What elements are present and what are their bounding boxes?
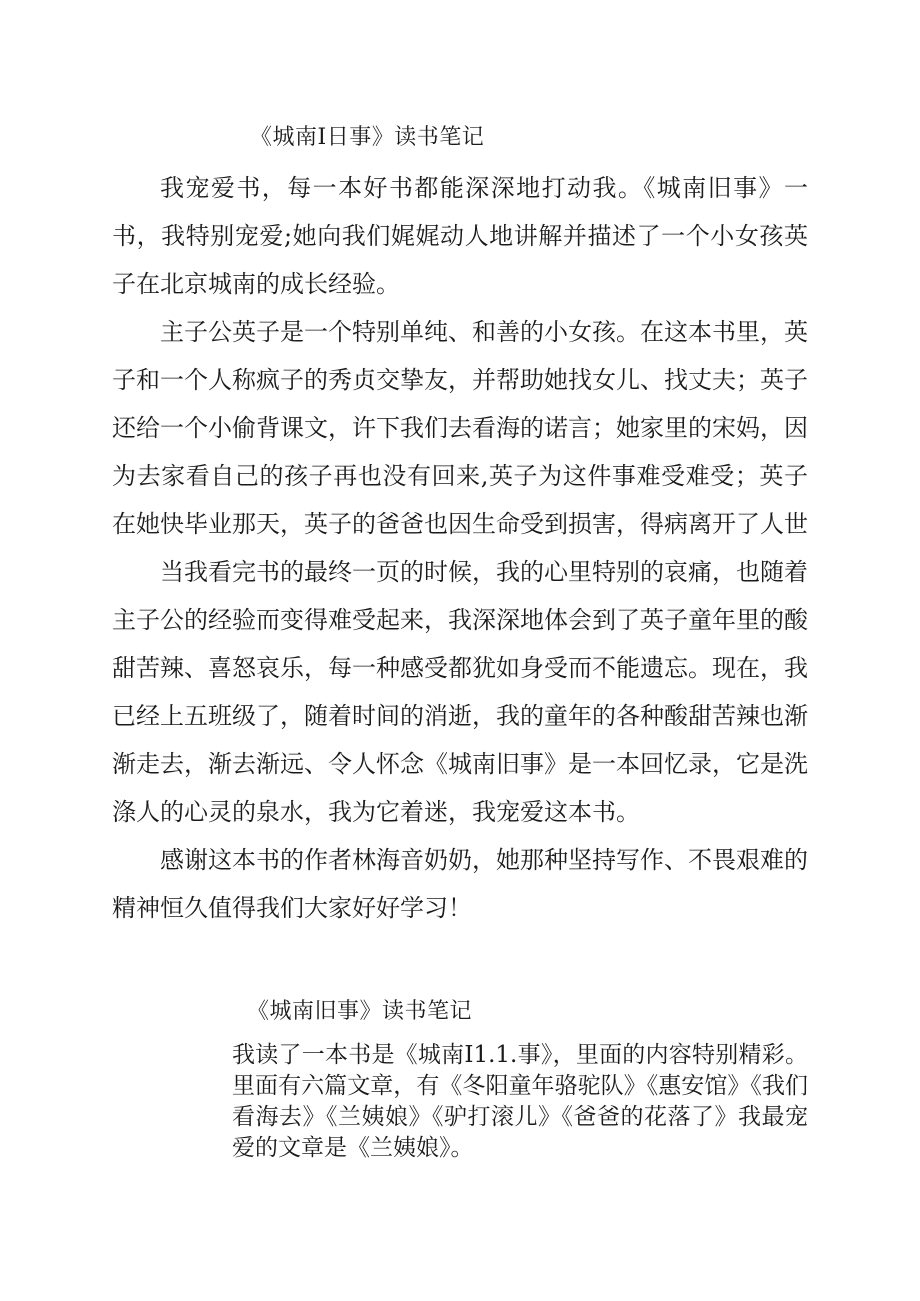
doc2-paragraph-1: 我读了一本书是《城南I1.1.事》，里面的内容特别精彩。里面有六篇文章，有《冬阳童年骆驼队》《惠安馆》《我们看海去》《兰姨娘》《驴打滚儿》《爸爸的花落了》我最宠爱的文章是《兰姨娘》。 (232, 1042, 808, 1161)
doc1-paragraph-1: 我宠爱书，每一本好书都能深深地打动我。《城南旧事》一书，我特别宠爱;她向我们娓娓动人地讲解并描述了一个小女孩英子在北京城南的成长经验。 (112, 174, 808, 298)
doc1-body (112, 164, 808, 932)
doc2-body (232, 1040, 808, 1164)
doc1-paragraph-3: 当我看完书的最终一页的时候，我的心里特别的哀痛，也随着主子公的经验而变得难受起来，我深深地体会到了英子童年里的酸甜苦辣、喜怒哀乐，每一种感受都犹如身受而不能遗忘。现在，我已经上五班级了，随着时间的消逝，我的童年的各种酸甜苦辣也渐渐走去，渐去渐远、令人怀念《城南旧事》是一本回忆录，它是洗涤人的心灵的泉水，我为它着迷，我宠爱这本书。 (112, 558, 808, 826)
doc1-title: 《城南I日事》读书笔记 (250, 125, 485, 150)
doc1-paragraph-4: 感谢这本书的作者林海音奶奶，她那种坚持写作、不畏艰难的精神恒久值得我们大家好好学习！ (112, 846, 808, 922)
doc1-paragraph-2: 主子公英子是一个特别单纯、和善的小女孩。在这本书里，英子和一个人称疯子的秀贞交挚友，并帮助她找女儿、找丈夫；英子还给一个小偷背课文，许下我们去看海的诺言；她家里的宋妈，因为去家看自己的孩子再也没有回来,英子为这件事难受难受；英子在她快毕业那天，英子的爸爸也因生命受到损害，得病离开了人世 (112, 318, 808, 538)
doc2-title: 《城南旧事》读书笔记 (247, 999, 473, 1024)
